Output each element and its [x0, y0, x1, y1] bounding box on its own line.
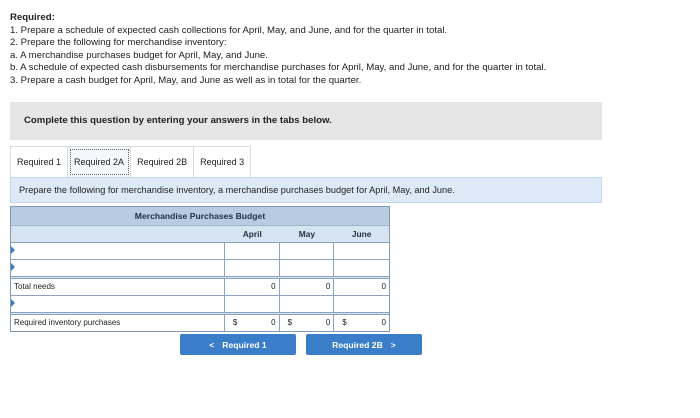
row-label-input[interactable] [11, 243, 225, 259]
april-input[interactable] [225, 260, 280, 276]
row-label-required-purchases: Required inventory purchases [11, 315, 225, 331]
table-row-required-purchases [11, 314, 389, 331]
table-title: Merchandise Purchases Budget [11, 207, 389, 225]
june-input[interactable] [334, 243, 389, 259]
instructions [10, 12, 690, 88]
table-row [11, 259, 389, 276]
question-prompt: Prepare the following for merchandise inventory, a merchandise purchases budget for April, May, and June. [10, 177, 602, 203]
instruction-line-2b: b. A schedule of expected cash disbursements for merchandise purchases for April, May, and June, and for the quarter in total. [10, 62, 547, 74]
tab-required-2b[interactable]: Required 2B [131, 147, 194, 177]
dropdown-marker-icon [11, 263, 15, 271]
currency-symbol: $ [342, 318, 347, 327]
june-total-needs: 0 [381, 282, 386, 291]
required-heading: Required: [10, 12, 55, 23]
table-row-total-needs [11, 278, 389, 295]
chevron-left-icon: < [209, 339, 215, 350]
april-total-needs: 0 [225, 279, 280, 295]
requirement-tabs [10, 146, 251, 177]
merchandise-purchases-budget-table [10, 206, 390, 332]
next-required-2b-button[interactable] [306, 334, 422, 355]
may-input[interactable] [280, 296, 335, 312]
currency-symbol: $ [287, 318, 293, 327]
instruction-line-3: 3. Prepare a cash budget for April, May, and June as well as in total for the quarter. [10, 74, 362, 86]
tab-required-1[interactable]: Required 1 [11, 147, 68, 177]
dropdown-marker-icon [11, 299, 15, 307]
row-label-input[interactable] [11, 296, 225, 312]
prev-button-label: Required 1 [222, 339, 267, 350]
column-header-april: April [242, 229, 262, 239]
column-header-june: June [351, 229, 372, 239]
instruction-line-2a: a. A merchandise purchases budget for April, May, and June. [10, 49, 268, 61]
april-input[interactable] [225, 296, 280, 312]
tab-required-3[interactable]: Required 3 [194, 147, 250, 177]
june-required-purchases: $ 0 [334, 315, 389, 331]
column-header-may: May [298, 229, 316, 239]
instruction-line-1: 1. Prepare a schedule of expected cash collections for April, May, and June, and for the quarter in total. [10, 24, 448, 36]
june-input[interactable] [334, 260, 389, 276]
chevron-right-icon: > [390, 339, 396, 350]
may-total-needs: 0 [280, 279, 335, 295]
table-header-row [11, 225, 389, 242]
complete-question-banner: Complete this question by entering your answers in the tabs below. [10, 102, 602, 140]
next-button-label: Required 2B [332, 339, 383, 350]
june-input[interactable] [334, 296, 389, 312]
instruction-line-2: 2. Prepare the following for merchandise inventory: [10, 37, 227, 49]
row-label-total-needs: Total needs [11, 279, 225, 295]
table-row [11, 242, 389, 259]
currency-symbol: $ [232, 318, 238, 327]
april-input[interactable] [225, 243, 280, 259]
header-label-spacer [11, 226, 225, 242]
may-required-purchases: $ 0 [280, 315, 335, 331]
table-row [11, 295, 389, 312]
may-input[interactable] [280, 260, 335, 276]
dropdown-marker-icon [11, 246, 15, 254]
may-input[interactable] [280, 243, 335, 259]
previous-required-1-button[interactable] [180, 334, 296, 355]
tab-required-2a[interactable]: Required 2A [68, 147, 131, 177]
april-required-purchases: $ 0 [225, 315, 280, 331]
row-label-input[interactable] [11, 260, 225, 276]
